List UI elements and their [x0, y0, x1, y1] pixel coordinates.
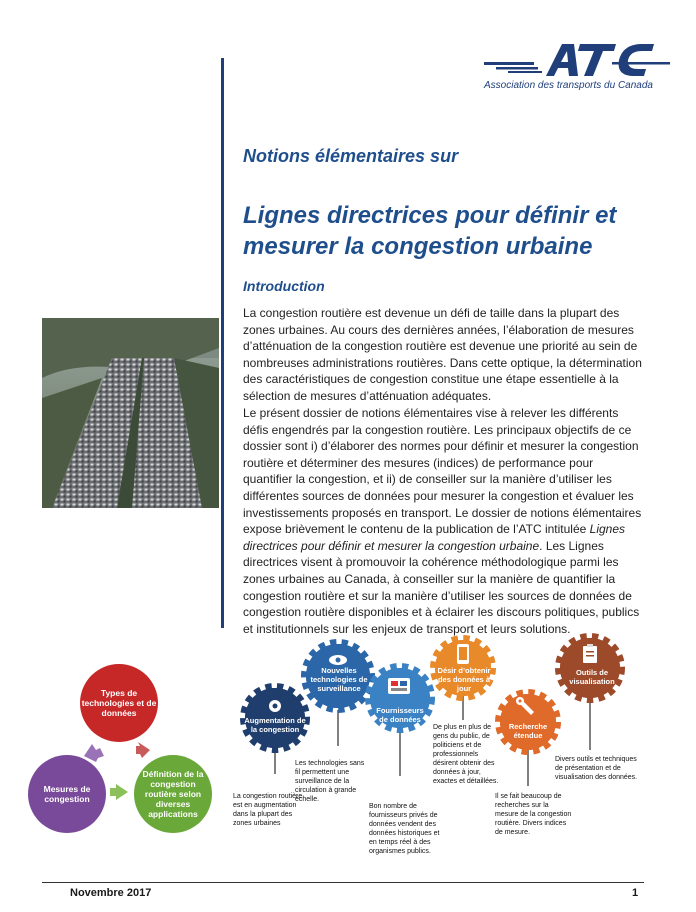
- gear-desc-visualisation: Divers outils et techniques de présentation et de visualisation des données.: [555, 756, 638, 781]
- cycle-arrows: [70, 730, 170, 810]
- kicker: Notions élémentaires sur: [243, 146, 459, 166]
- clipboard-icon: [583, 644, 597, 663]
- paragraph-text: . Les Lignes directrices visent à promouvoir la cohérence méthodologique parmi les zones urbaines au Canada, à conseiller sur la manière de quantifier la congestion routière et sur la manière d’utiliser les sources de données de congestion routière disponibles et à éclairer les discours politiques, publics et institutionnels sur les enjeux de transport et leurs solutions.: [243, 538, 640, 636]
- eye-icon: [329, 655, 347, 665]
- data-logos-icon: [388, 678, 410, 694]
- cycle-node-measures: Mesures de congestion: [28, 755, 106, 833]
- page-number: 1: [632, 887, 639, 899]
- gear-icon: [269, 700, 281, 712]
- gear-label-recherche: Recherche étendue: [508, 722, 548, 740]
- gear-desc-recherche: Il se fait beaucoup de recherches sur la mesure de la congestion routière. Divers indices de mesure.: [495, 793, 572, 836]
- footer-date: Novembre 2017: [70, 887, 152, 899]
- gear-label-desir-donnees: Désir d’obtenir des données à jour: [437, 666, 491, 693]
- phone-icon: [457, 644, 469, 664]
- publication-title: Lignes directrices pour définir et mesurer la congestion urbaine: [243, 522, 626, 553]
- cycle-node-technologies: Types de technologies et de données: [80, 664, 158, 742]
- gear-label-nouvelles-technologies: Nouvelles technologies de surveillance: [310, 666, 368, 693]
- intro-paragraph-2: [243, 405, 643, 637]
- intro-paragraph-1: La congestion routière est devenue un défi de taille dans la plupart des zones urbaines. Au cours des dernières années, l’élaboration de mesures d’atténuation de la congestion routière est devenue une priorité au sein de nombreuses administrations routières. Dans cette optique, la détermination des caractéristiques de congestion constitue une étape essentielle à la sélection de mesures d’atténuation adéquates.: [243, 306, 642, 403]
- footer-rule: [42, 882, 644, 883]
- paragraph-text: Le présent dossier de notions élémentaires vise à relever les différents défis engendrés par la congestion routière. Les principaux objectifs de ce dossier sont i) d’élaborer des normes pour définir et mesurer la congestion routière et déterminer des mesures (indices) de performance pour quantifier la congestion, et ii) de conseiller sur la manière d’utiliser les différentes sources de données pour mesurer la congestion et évaluer les investissements proposés en transport. Le dossier de notions élémentaires expose brièvement le contenu de la publication de l’ATC intitulée: [243, 406, 642, 537]
- gear-desc-desir-donnees: De plus en plus de gens du public, de politiciens et de professionnels désirent obtenir des données à jour, exactes et détaillées.: [433, 724, 499, 785]
- gear-desc-augmentation: La congestion routière est en augmentation dans la plupart des zones urbaines: [233, 793, 303, 827]
- vertical-divider: [221, 58, 224, 628]
- arrow-red-to-green: [136, 742, 150, 758]
- logo-subtitle: Association des transports du Canada: [484, 80, 653, 91]
- section-heading-introduction: Introduction: [243, 278, 325, 294]
- gear-label-fournisseurs: Fournisseurs de données: [376, 706, 424, 724]
- cycle-node-definition: Définition de la congestion routière selon diverses applications: [134, 755, 212, 833]
- gear-label-augmentation: Augmentation de la congestion: [244, 716, 306, 734]
- gear-desc-fournisseurs: Bon nombre de fournisseurs privés de données vendent des données historiques et en temps réel à des organismes publics.: [369, 803, 440, 855]
- arrow-green-to-purple: [110, 784, 128, 800]
- gear-label-visualisation: Outils de visualisation: [569, 668, 615, 686]
- gear-desc-nouvelles-technologies: Les technologies sans fil permettent une surveillance de la circulation à grande échelle.: [295, 760, 365, 803]
- traffic-photo: [42, 318, 219, 508]
- arrow-purple-to-red: [84, 744, 104, 762]
- page-title: Lignes directrices pour définir et mesurer la congestion urbaine: [243, 202, 617, 260]
